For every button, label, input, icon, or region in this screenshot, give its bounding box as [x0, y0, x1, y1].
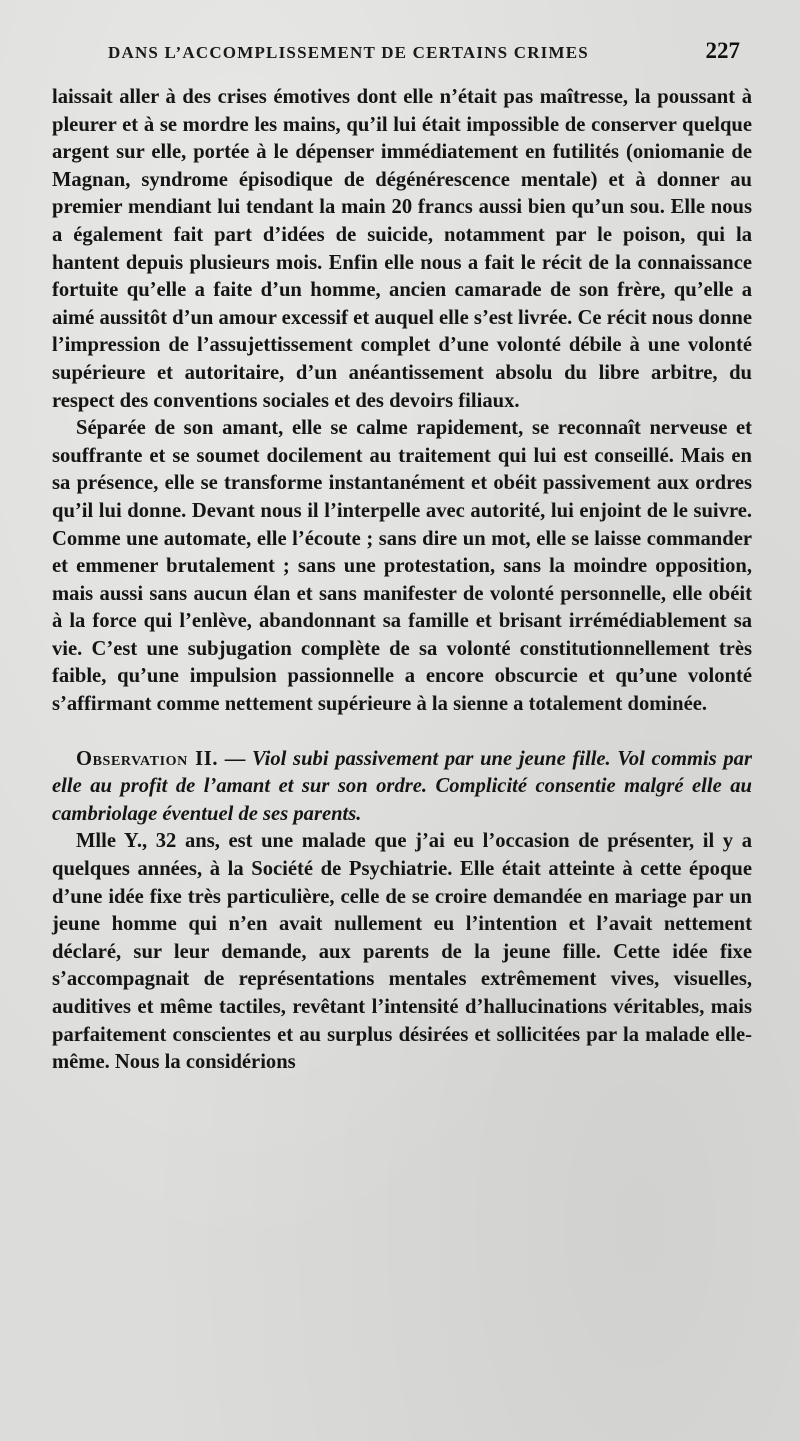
observation-title: Viol subi passivement par une jeune fille. Vol commis par elle au profit de l’amant et sur son ordre. Complicité consentie malgré elle au cambriolage éventuel de ses parents. [52, 747, 752, 825]
page-header [108, 38, 740, 72]
paragraph-continuation: laissait aller à des crises émotives dont elle n’était pas maîtresse, la poussant à pleurer et à se mordre les mains, qu’il lui était impossible de conserver quelque argent sur elle, portée à le dépenser immédiatement en futilités (oniomanie de Magnan, syndrome épisodique de dégénérescence mentale) et à donner au premier mendiant lui tendant la main 20 francs aussi bien qu’un sou. Elle nous a également fait part d’idées de suicide, notamment par le poison, qui la hantent depuis plusieurs mois. Enfin elle nous a fait le récit de la connaissance fortuite qu’elle a faite d’un homme, ancien camarade de son frère, qu’elle a aimé aussitôt d’un amour excessif et auquel elle s’est livrée. Ce récit nous donne l’impression de l’assujettissement complet d’une volonté débile à une volonté supérieure et autoritaire, d’un anéantissement absolu du libre arbitre, du respect des conventions sociales et des devoirs filiaux. [52, 86, 752, 412]
observation-dash: — [218, 747, 253, 770]
paragraph-mlle-y: Mlle Y., 32 ans, est une malade que j’ai eu l’occasion de présenter, il y a quelques années, à la Société de Psychiatrie. Elle était atteinte à cette époque d’une idée fixe très particulière, celle de se croire demandée en mariage par un jeune homme qui n’en avait nullement eu l’intention et l’avait nettement déclaré, sur leur demande, aux parents de la jeune fille. Cette idée fixe s’accompagnait de représentations mentales extrêmement vives, visuelles, auditives et même tactiles, revêtant l’intensité d’hallucinations véritables, mais parfaitement conscientes et au surplus désirées et sollicitées par la malade elle-même. Nous la considérions [52, 830, 752, 1074]
page-number: 227 [705, 38, 740, 63]
paragraph-separation: Séparée de son amant, elle se calme rapidement, se reconnaît nerveuse et souffrante et se soumet docilement au traitement qui lui est conseillé. Mais en sa présence, elle se transforme instantanément et obéit passivement aux ordres qu’il lui donne. Devant nous il l’interpelle avec autorité, lui enjoint de le suivre. Comme une automate, elle l’écoute ; sans dire un mot, elle se laisse commander et emmener brutalement ; sans une protestation, sans la moindre opposition, mais aussi sans aucun élan et sans manifester de volonté personnelle, elle obéit à la force qui l’enlève, abandonnant sa famille et brisant irrémédiablement sa vie. C’est une subjugation complète de sa volonté constitutionnellement très faible, qu’une impulsion passionnelle a encore obscurcie et qu’une volonté s’affirmant comme nettement supérieure à la sienne a totalement dominée. [52, 417, 752, 716]
running-head: DANS L’ACCOMPLISSEMENT DE CERTAINS CRIMES [108, 43, 589, 62]
body-text [52, 84, 752, 1077]
observation-label: Observation II. [76, 747, 219, 770]
observation-heading [52, 746, 752, 829]
